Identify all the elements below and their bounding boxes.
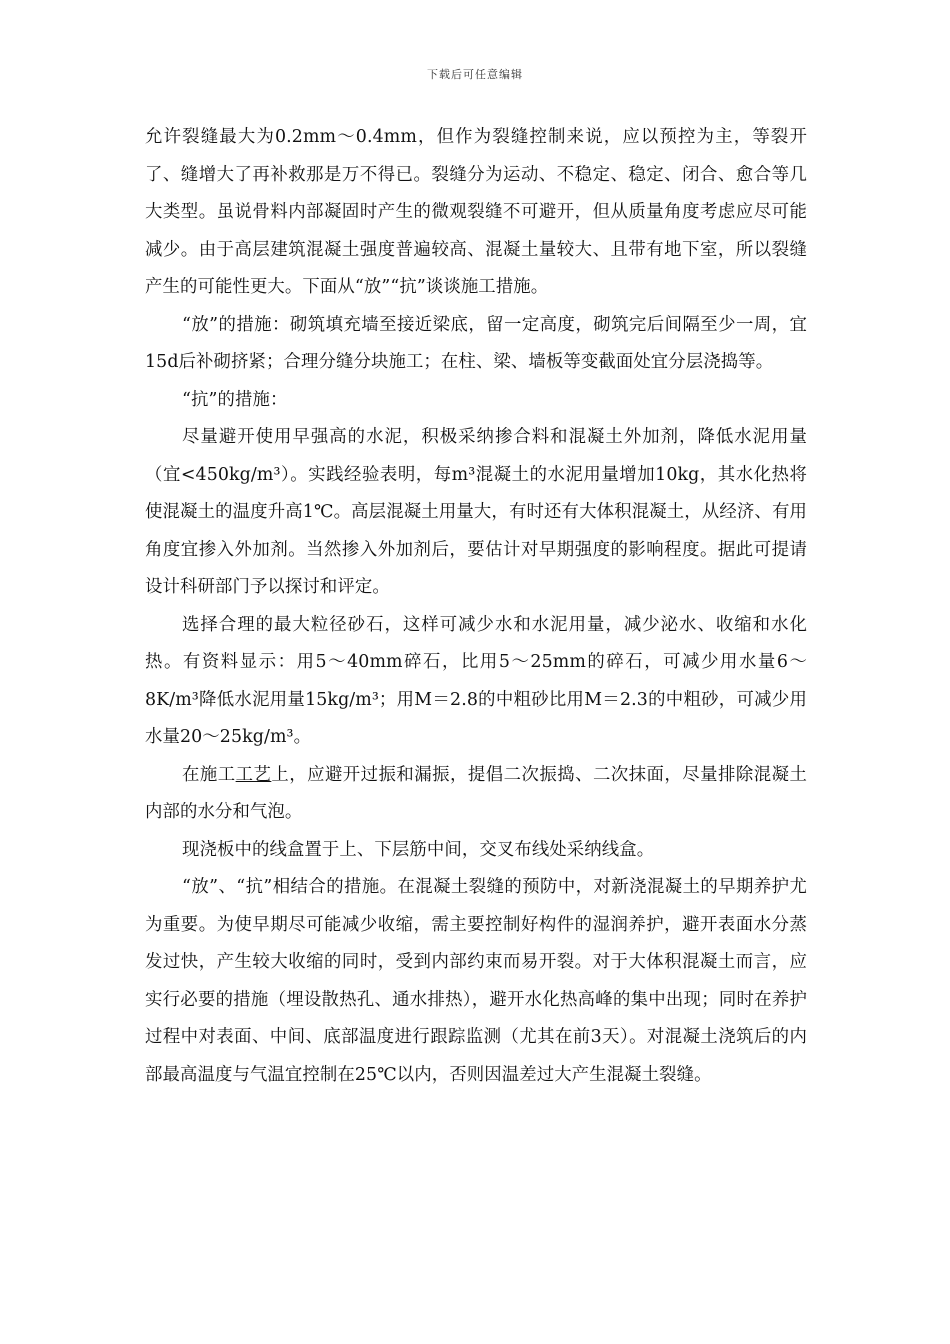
paragraph-1: 允许裂缝最大为0.2mm～0.4mm，但作为裂缝控制来说，应以预控为主，等裂开了、缝增大了再补救那是万不得已。裂缝分为运动、不稳定、稳定、闭合、愈合等几大类型。虽说骨料内部凝固时产生的微观裂缝不可避开，但从质量角度考虑应尽可能减少。由于高层建筑混凝土强度普遍较高、混凝土量较大、且带有地下室，所以裂缝产生的可能性更大。下面从“放”“抗”谈谈施工措施。 [145, 127, 807, 297]
paragraph-6 [145, 757, 807, 832]
underlined-term: 工艺 [235, 764, 272, 785]
paragraph-8: “放”、“抗”相结合的措施。在混凝土裂缝的预防中，对新浇混凝土的早期养护尤为重要。为使早期尽可能减少收缩，需主要控制好构件的湿润养护，避开表面水分蒸发过快，产生较大收缩的同时，受到内部约束而易开裂。对于大体积混凝土而言，应实行必要的措施（埋设散热孔、通水排热），避开水化热高峰的集中出现；同时在养护过程中对表面、中间、底部温度进行跟踪监测（尤其在前3天）。对混凝土浇筑后的内部最高温度与气温宜控制在25℃以内，否则因温差过大产生混凝土裂缝。 [145, 877, 807, 1085]
paragraph-7: 现浇板中的线盒置于上、下层筋中间，交叉布线处采纳线盒。 [182, 839, 655, 860]
document-body [145, 119, 807, 1094]
paragraph-6-post: 上，应避开过振和漏振，提倡二次振捣、二次抹面，尽量排除混凝土内部的水分和气泡。 [145, 764, 807, 822]
paragraph-6-pre: 在施工 [182, 764, 236, 785]
paragraph-4: 尽量避开使用早强高的水泥，积极采纳掺合料和混凝土外加剂，降低水泥用量（宜<450kg/m³）。实践经验表明，每m³混凝土的水泥用量增加10kg，其水化热将使混凝土的温度升高1℃。高层混凝土用量大，有时还有大体积混凝土，从经济、有用角度宜掺入外加剂。当然掺入外加剂后，要估计对早期强度的影响程度。据此可提请设计科研部门予以探讨和评定。 [145, 427, 807, 597]
page-header-note: 下载后可任意编辑 [427, 68, 523, 81]
paragraph-2: “放”的措施：砌筑填充墙至接近梁底，留一定高度，砌筑完后间隔至少一周，宜15d后补砌挤紧；合理分缝分块施工；在柱、梁、墙板等变截面处宜分层浇捣等。 [145, 314, 807, 372]
paragraph-3: “抗”的措施： [182, 389, 288, 410]
paragraph-5: 选择合理的最大粒径砂石，这样可减少水和水泥用量，减少泌水、收缩和水化热。有资料显示：用5～40mm碎石，比用5～25mm的碎石，可减少用水量6～8K/m³降低水泥用量15kg/m³；用M＝2.8的中粗砂比用M＝2.3的中粗砂，可减少用水量20～25kg/m³。 [145, 614, 807, 747]
